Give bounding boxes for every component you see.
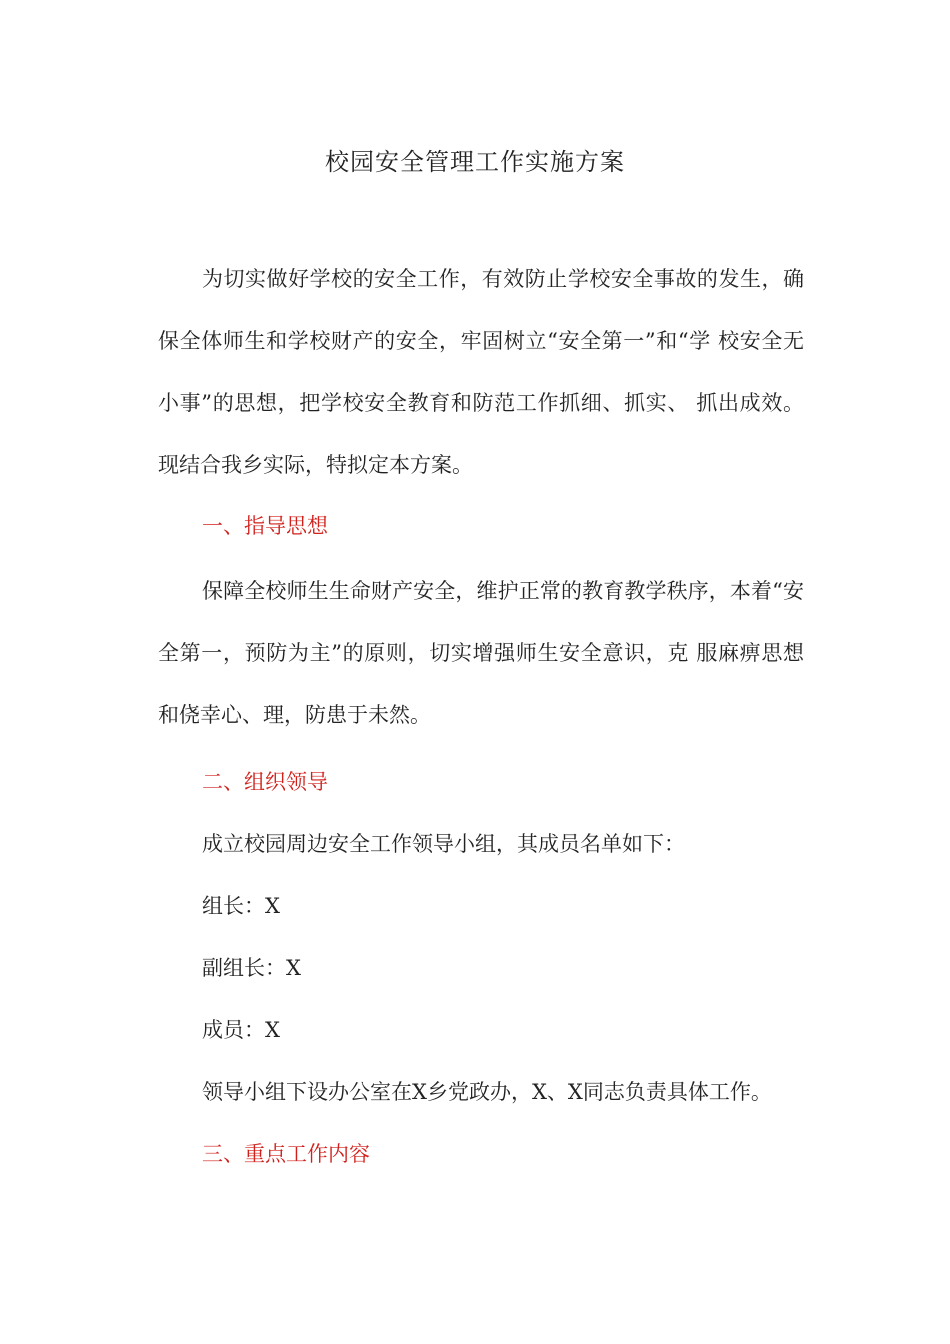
section-heading-organization: 二、组织领导 [202, 770, 328, 794]
deputy-leader-line: 副组长：X [202, 956, 301, 980]
document-title: 校园安全管理工作实施方案 [325, 148, 625, 176]
section-heading-guiding-ideology: 一、指导思想 [202, 514, 328, 538]
intro-paragraph: 为切实做好学校的安全工作，有效防止学校安全事故的发生，确保全体师生和学校财产的安全，牢固树立“安全第一”和“学 校安全无小事”的思想，把学校安全教育和防范工作抓细、抓实、 抓出成效。现结合我乡实际，特拟定本方案。 [158, 267, 804, 477]
members-line: 成员：X [202, 1018, 280, 1042]
section-heading-key-work: 三、重点工作内容 [202, 1142, 370, 1166]
organization-lead-text: 成立校园周边安全工作领导小组，其成员名单如下： [202, 832, 685, 856]
guiding-ideology-paragraph: 保障全校师生生命财产安全，维护正常的教育教学秩序，本着“安全第一，预防为主”的原则，切实增强师生安全意识，克 服麻痹思想和侥幸心、理，防患于未然。 [158, 579, 804, 727]
office-line: 领导小组下设办公室在X乡党政办，X、X同志负责具体工作。 [202, 1080, 772, 1104]
group-leader-line: 组长：X [202, 894, 280, 918]
